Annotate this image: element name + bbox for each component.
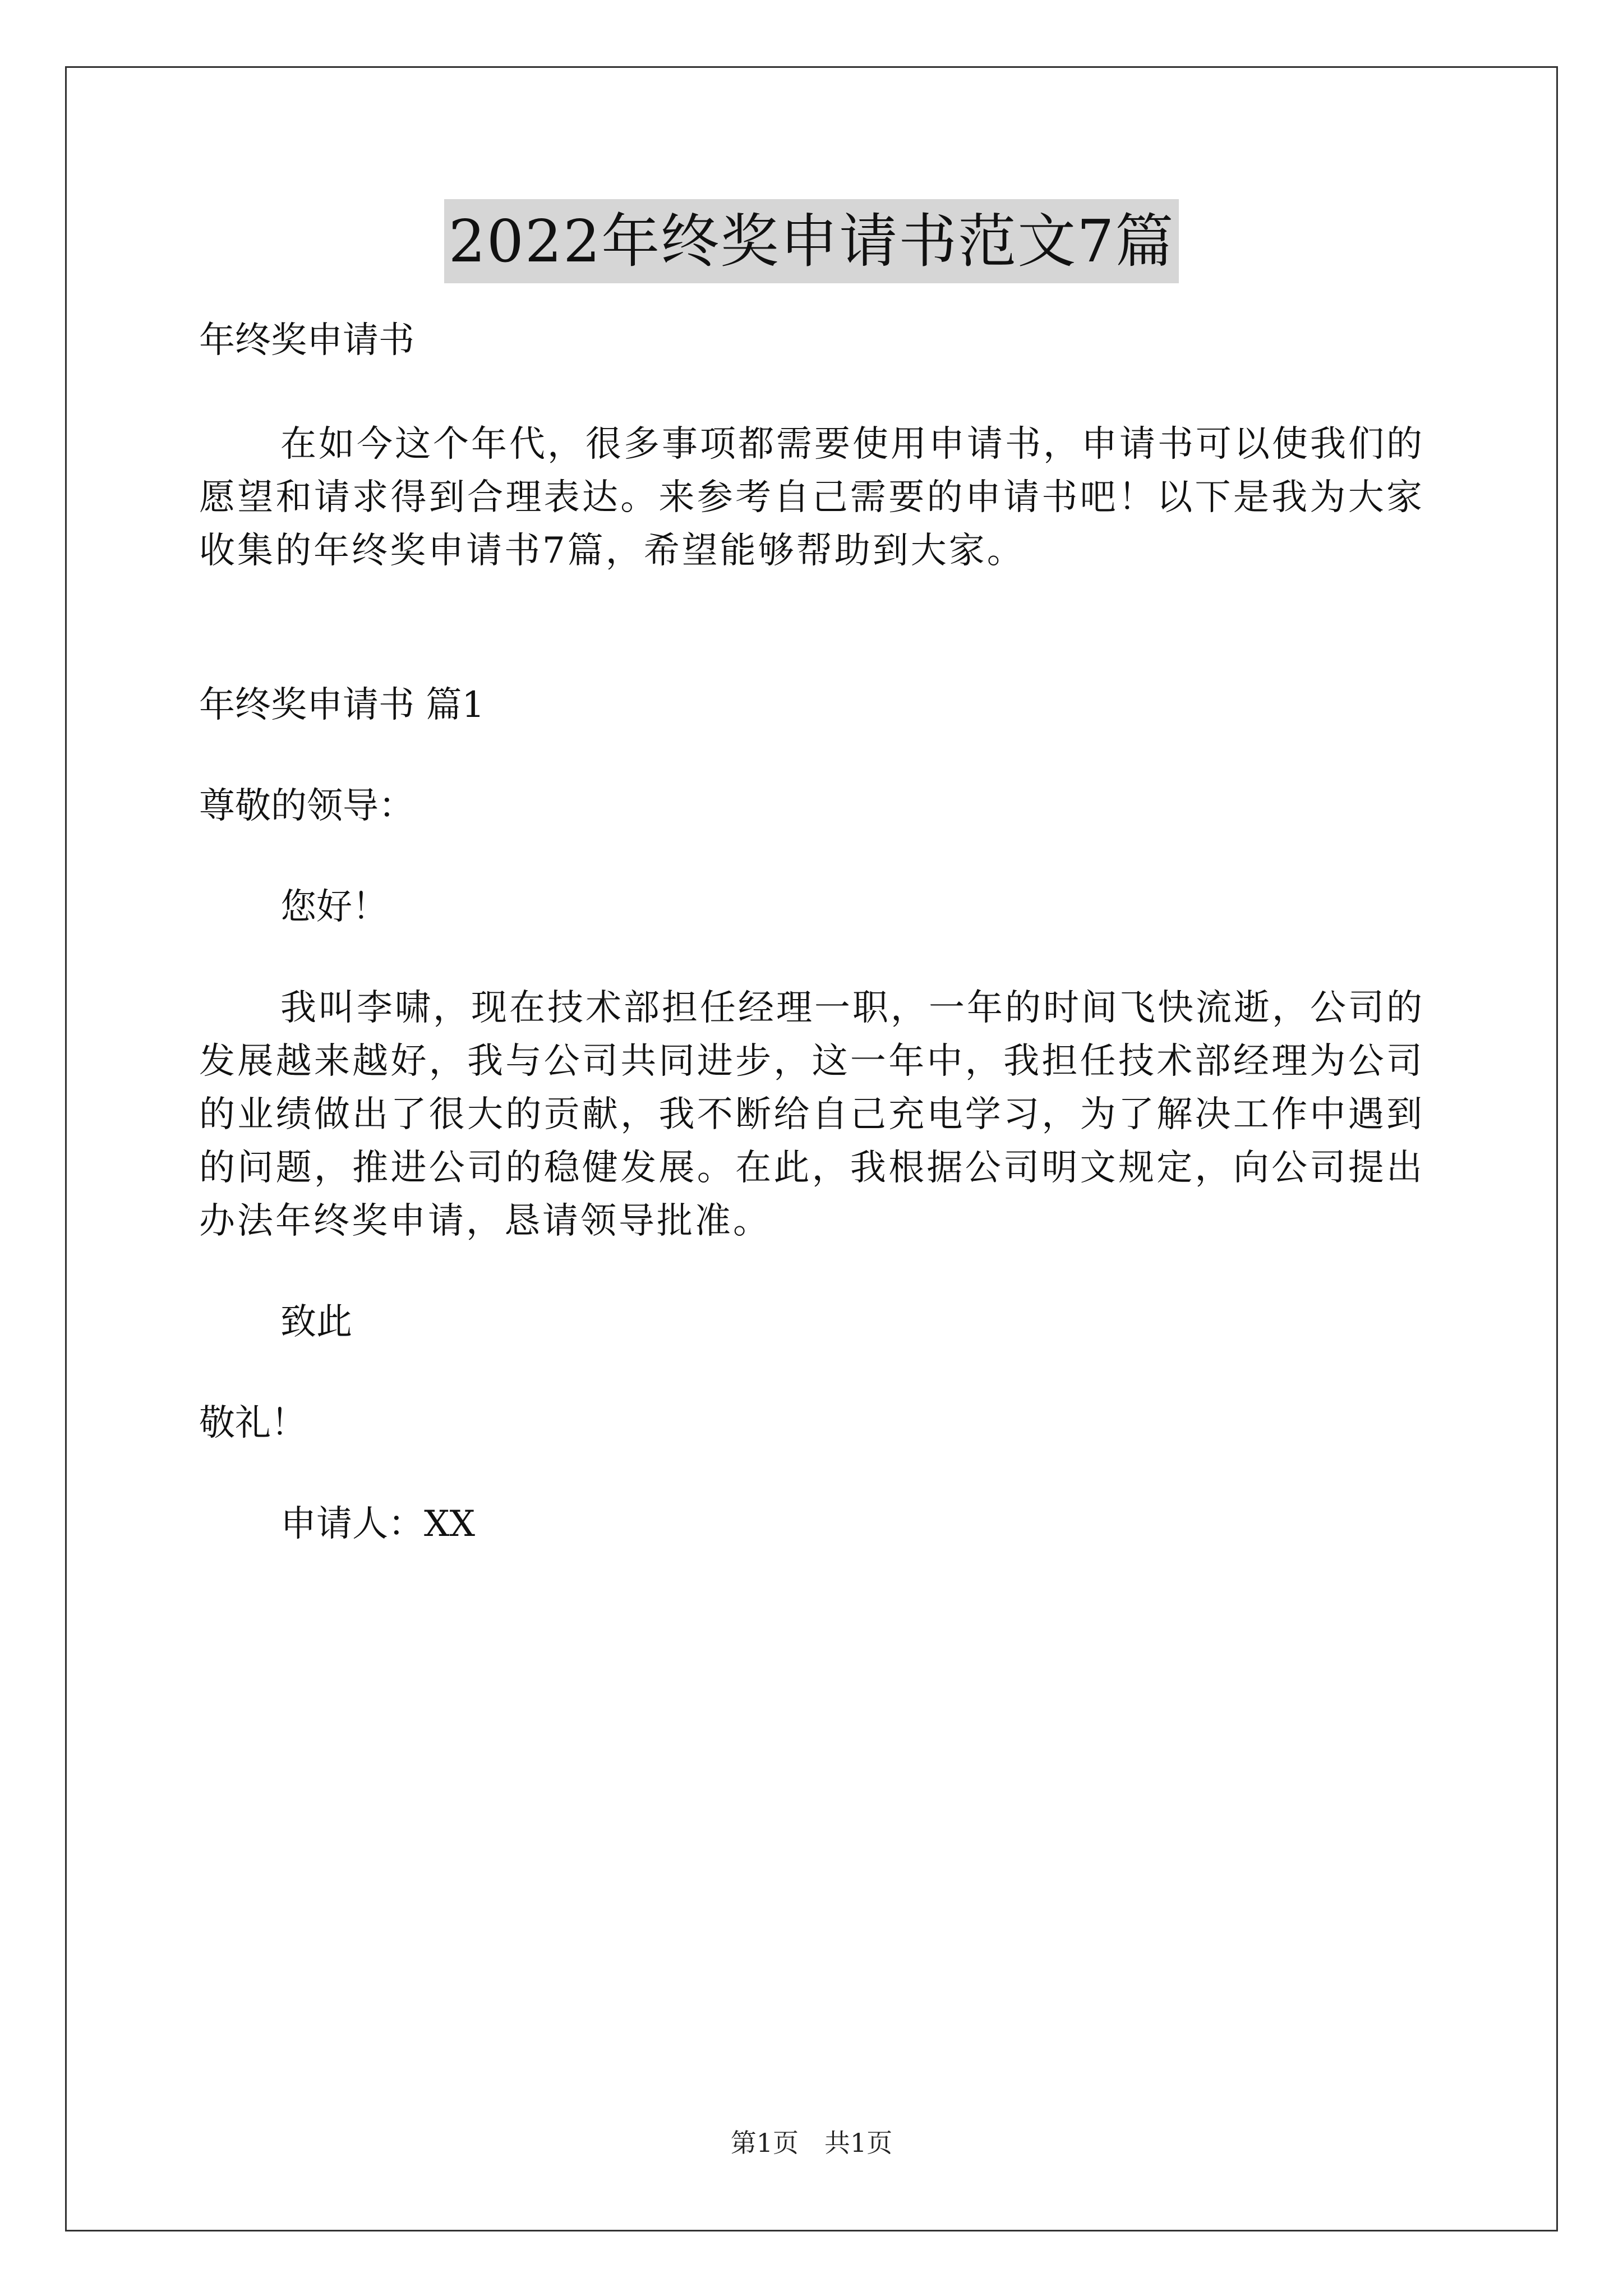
section-heading: 年终奖申请书 篇1: [199, 684, 485, 726]
salutation: 尊敬的领导：: [199, 785, 414, 827]
greeting: 您好！: [280, 886, 388, 928]
signature-line: 申请人：XX: [280, 1503, 476, 1545]
document-title: 2022年终奖申请书范文7篇: [444, 199, 1179, 283]
intro-heading: 年终奖申请书: [199, 320, 414, 361]
intro-paragraph: 在如今这个年代，很多事项都需要使用申请书，申请书可以使我们的愿望和请求得到合理表达。来参考自己需要的申请书吧！以下是我为大家收集的年终奖申请书7篇，希望能够帮助到大家。: [199, 424, 1424, 572]
regards-line: 敬礼！: [199, 1402, 307, 1444]
closing-line: 致此: [280, 1301, 352, 1343]
body-paragraph: 我叫李啸，现在技术部担任经理一职，一年的时间飞快流逝，公司的发展越来越好，我与公司共同进步，这一年中，我担任技术部经理为公司的业绩做出了很大的贡献，我不断给自己充电学习，为了解决工作中遇到的问题，推进公司的稳健发展。在此，我根据公司明文规定，向公司提出办法年终奖申请，恳请领导批准。: [199, 987, 1424, 1242]
title-wrap: [0, 199, 1623, 283]
page-footer: 第1页 共1页: [730, 2128, 893, 2158]
document-body: [199, 314, 1424, 1551]
